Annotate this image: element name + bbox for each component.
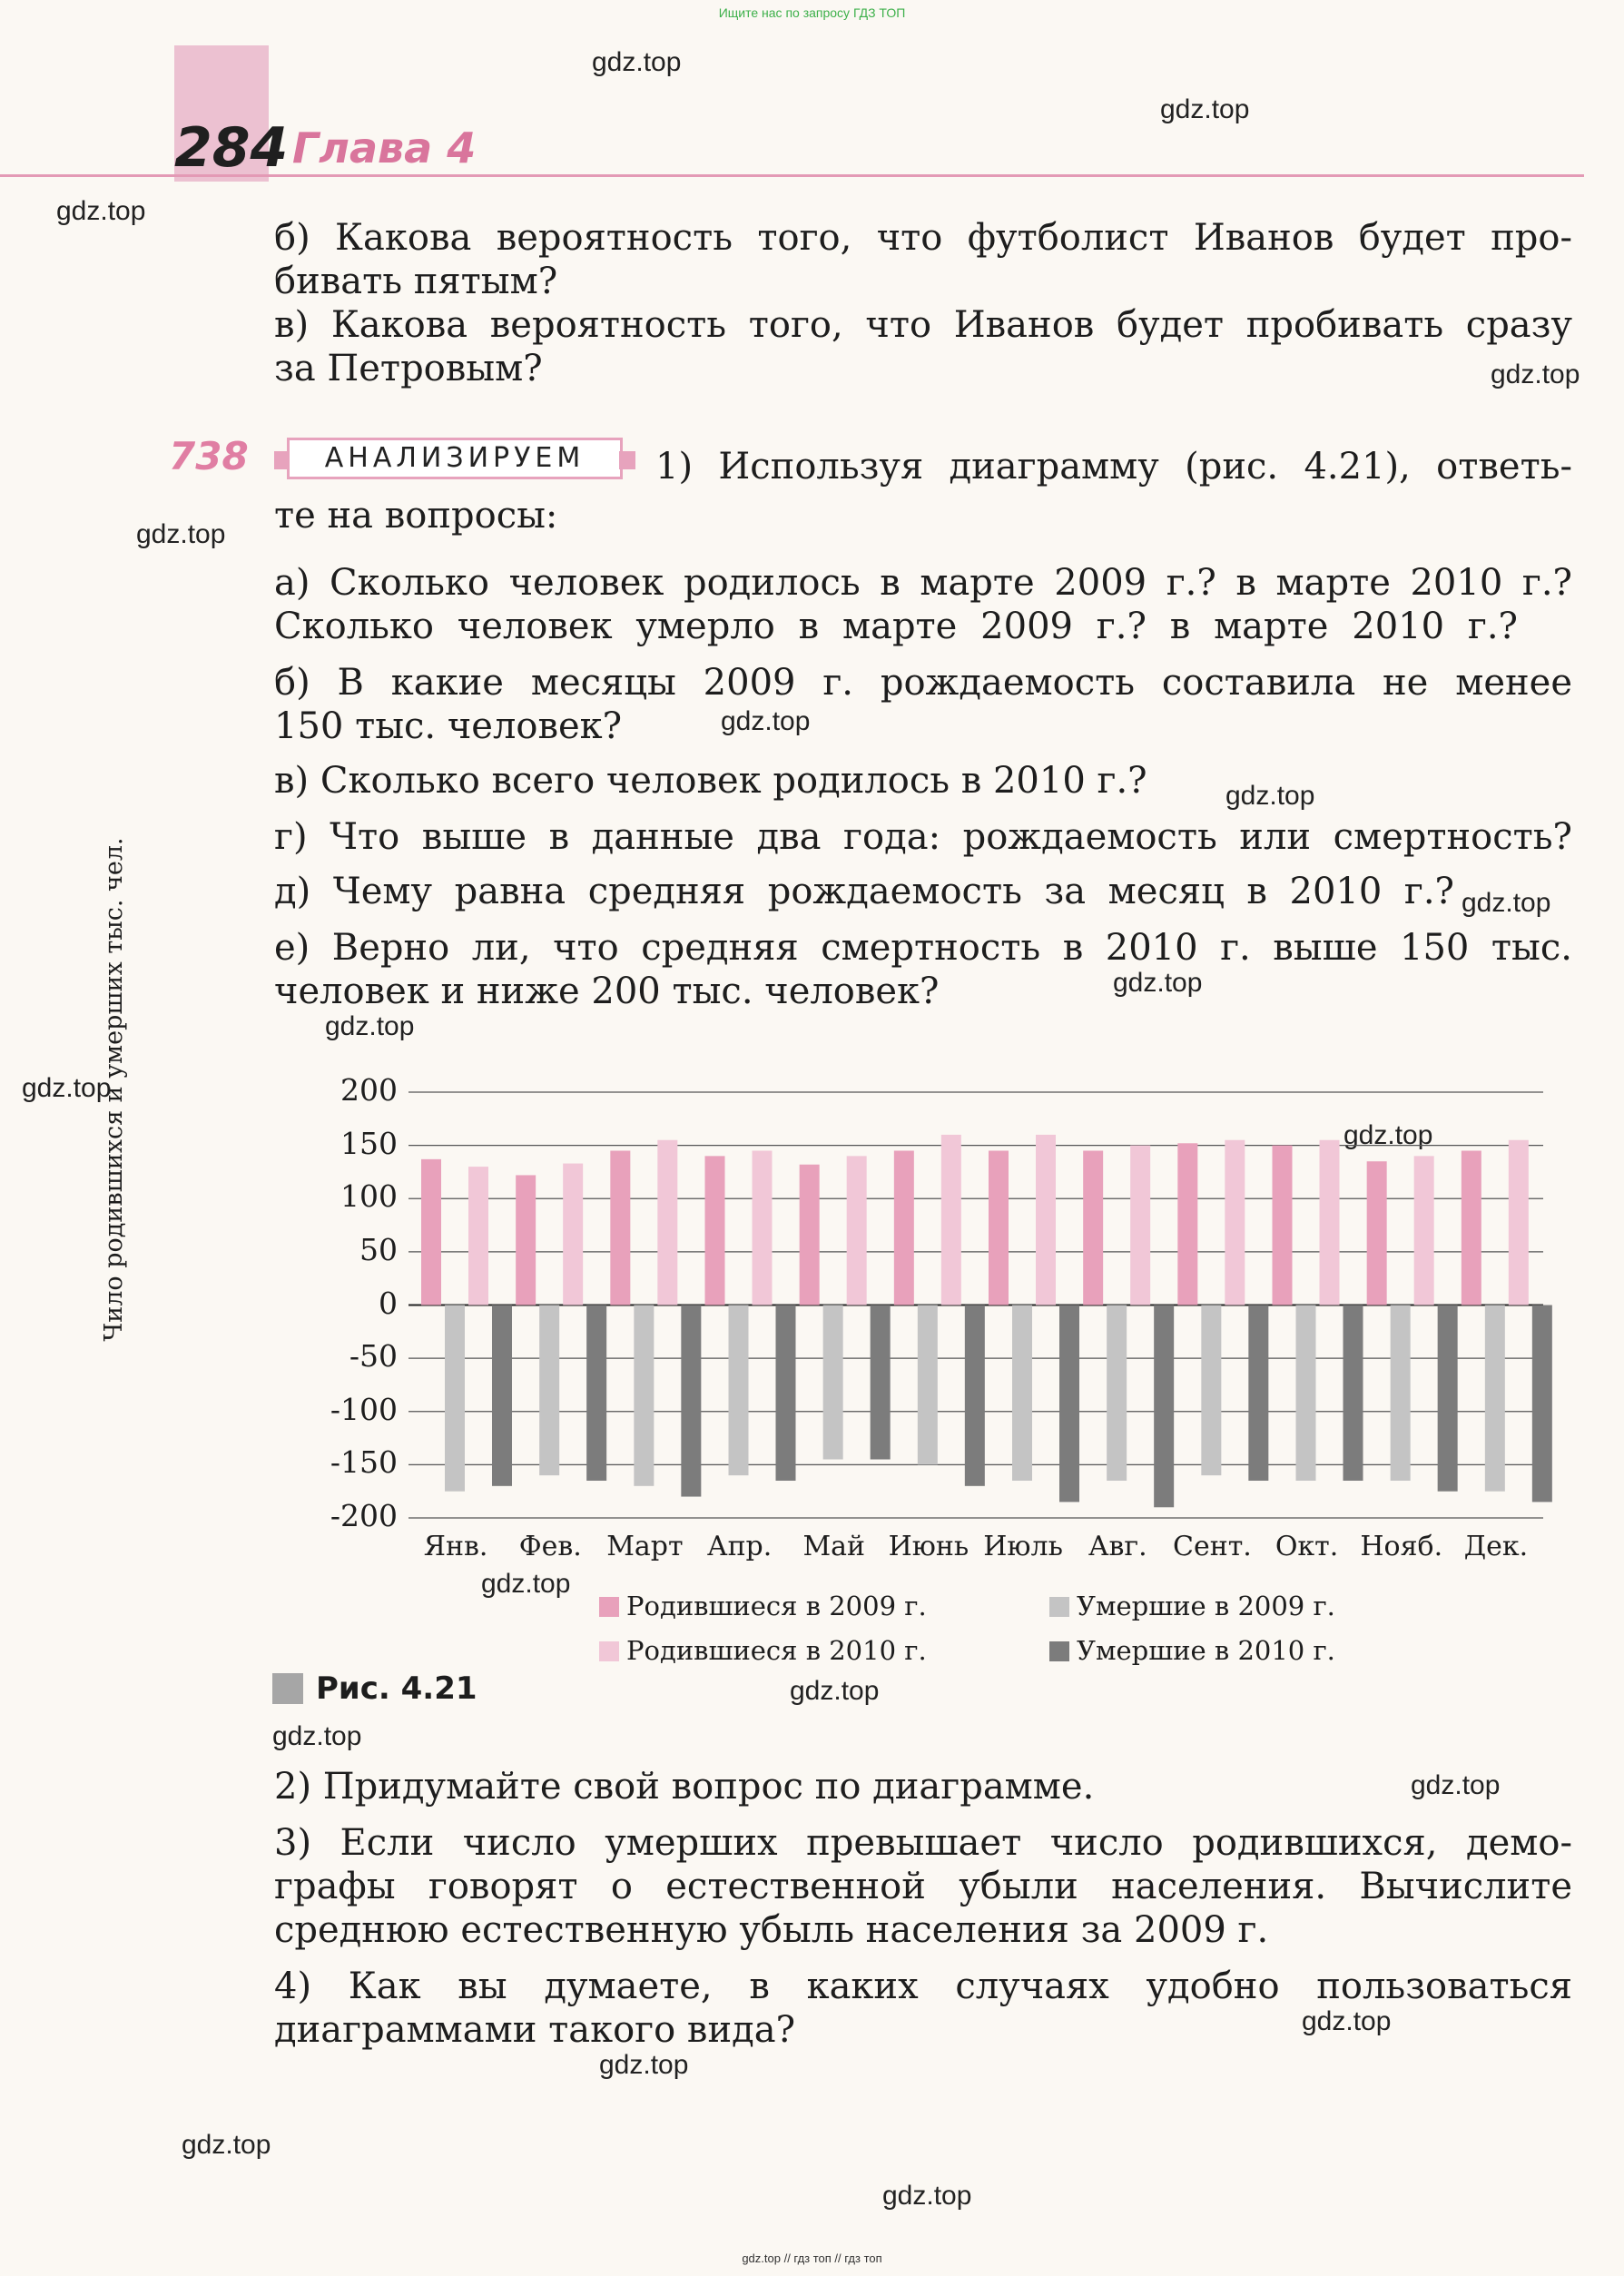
chart-bar-died-2010 [586,1305,606,1481]
chart-bar-died-2010 [681,1305,701,1497]
top-banner: Ищите нас по запросу ГДЗ ТОП [718,5,906,20]
chart-bar-died-2009 [1391,1305,1411,1481]
chart-x-tick-label: Авг. [1088,1531,1147,1562]
chart-x-tick-label: Фев. [518,1531,582,1562]
chart-bar-died-2009 [634,1305,654,1486]
chart-bar-born-2010 [1130,1146,1150,1305]
chart-bar-died-2009 [1201,1305,1221,1476]
watermark: gdz.top [1302,2006,1392,2036]
chart-y-tick-label: 50 [359,1231,398,1267]
question-1-line: 1) Используя диаграмму (рис. 4.21), ответь- [655,446,1572,488]
watermark: gdz.top [136,519,226,549]
question-line: а) Сколько человек родилось в марте 2009 г.? в марте 2010 г.? [274,562,1572,604]
chart-bar-died-2009 [1012,1305,1032,1481]
chart-x-tick-label: Май [802,1531,866,1562]
watermark: gdz.top [1160,94,1250,124]
question-line: б) В какие месяцы 2009 г. рождаемость составила не менее [274,662,1572,704]
watermark: gdz.top [1411,1770,1501,1800]
chart-bar-born-2010 [1225,1140,1245,1305]
task-line: 3) Если число умерших превышает число родившихся, демо- [274,1822,1572,1864]
watermark: gdz.top [882,2181,972,2211]
chart-x-tick-label: Сент. [1172,1531,1252,1562]
question-line: в) Сколько всего человек родилось в 2010 г.? [274,760,1147,802]
chart-x-tick-label: Янв. [423,1531,488,1562]
watermark: gdz.top [1113,968,1203,998]
watermark: gdz.top [56,196,146,226]
intro-line: б) Какова вероятность того, что футболист Иванов будет про- [274,217,1572,259]
chart-y-tick-label: -50 [349,1338,398,1374]
chart-bar-born-2010 [847,1156,867,1305]
chart-bar-died-2010 [492,1305,512,1486]
legend-label-born-2009: Родившиеся в 2009 г. [626,1591,927,1621]
legend-swatch-died-2010 [1049,1641,1069,1661]
chart-bar-born-2009 [1177,1143,1197,1305]
chart-bar-born-2009 [989,1150,1009,1305]
chart-bar-died-2010 [1154,1305,1174,1508]
chart-x-tick-label: Дек. [1463,1531,1529,1562]
chart-x-tick-label: Март [606,1531,684,1562]
chart-bar-born-2009 [1083,1150,1103,1305]
intro-line: бивать пятым? [274,261,558,302]
chart-bar-died-2009 [539,1305,559,1476]
watermark: gdz.top [1491,360,1580,389]
question-line: д) Чему равна средняя рождаемость за месяц в 2010 г.? [274,871,1454,912]
legend-swatch-born-2010 [599,1641,619,1661]
chart-y-tick-label: -150 [330,1444,398,1481]
bottom-banner: gdz.top // гдз топ // гдз топ [742,2251,882,2265]
chart-bar-born-2009 [610,1150,630,1305]
chart-bar-born-2010 [941,1135,961,1305]
chart-y-tick-label: 0 [379,1285,398,1321]
chart-bar-died-2009 [729,1305,749,1476]
question-line: е) Верно ли, что средняя смертность в 2010 г. выше 150 тыс. [274,927,1572,969]
chart-bar-born-2010 [1414,1156,1434,1305]
legend-label-died-2010: Умершие в 2010 г. [1077,1635,1335,1666]
chart-bar-born-2009 [800,1165,820,1305]
intro-line: за Петровым? [274,348,543,389]
chart-bar-born-2010 [563,1164,583,1305]
legend-swatch-born-2009 [599,1597,619,1617]
task-line: 4) Как вы думаете, в каких случаях удобно пользоваться [274,1966,1572,2007]
chart-y-tick-label: -200 [330,1498,398,1533]
chart-bar-born-2009 [421,1159,441,1305]
intro-line: в) Какова вероятность того, что Иванов будет пробивать сразу [274,304,1572,346]
question-1-line: те на вопросы: [274,495,558,537]
watermark: gdz.top [325,1011,415,1041]
task-line: диаграммами такого вида? [274,2009,796,2051]
chapter-title: Глава 4 [292,123,477,172]
chart-bar-died-2010 [965,1305,985,1486]
chart-bar-born-2010 [753,1150,773,1305]
chart-y-axis-label: Чило родившихся и умерших тыс. чел. [100,837,128,1342]
chart-bar-born-2009 [894,1150,914,1305]
chart-x-tick-label: Июнь [888,1531,969,1562]
chart-bar-died-2010 [871,1305,891,1460]
chart-y-tick-label: 100 [340,1178,398,1215]
chart-bar-born-2010 [1509,1140,1529,1305]
chart-bar-died-2010 [1438,1305,1458,1492]
chart-bar-born-2009 [1367,1161,1387,1305]
chart-bar-died-2010 [1532,1305,1552,1503]
task-line: 2) Придумайте свой вопрос по диаграмме. [274,1766,1095,1808]
chart-x-tick-label: Апр. [706,1531,773,1562]
question-line: человек и ниже 200 тыс. человек? [274,971,940,1012]
chart-bar-died-2009 [1485,1305,1505,1492]
chart-bar-died-2009 [823,1305,843,1460]
watermark: gdz.top [481,1569,571,1599]
chart-bar-died-2010 [1343,1305,1363,1481]
watermark: gdz.top [1225,781,1315,811]
figure-caption: Рис. 4.21 [316,1670,477,1707]
chart-bar-died-2010 [776,1305,796,1481]
watermark: gdz.top [1462,888,1551,918]
watermark: gdz.top [592,47,682,77]
task-line: среднюю естественную убыль населения за 2009 г. [274,1909,1269,1951]
legend-swatch-died-2009 [1049,1597,1069,1617]
task-number: 738 [169,434,249,478]
watermark: gdz.top [182,2130,271,2160]
question-line: Сколько человек умерло в марте 2009 г.? в марте 2010 г.? [274,606,1518,647]
chart-bar-born-2009 [1273,1146,1293,1305]
chart-bar-born-2009 [1462,1150,1481,1305]
chart-y-tick-label: -100 [330,1391,398,1427]
chart-bar-died-2009 [1296,1305,1316,1481]
watermark: gdz.top [721,706,811,736]
watermark: gdz.top [599,2050,689,2080]
legend-label-born-2010: Родившиеся в 2010 г. [626,1635,927,1666]
figure-marker [272,1673,303,1704]
chart-bar-born-2010 [657,1140,677,1305]
watermark: gdz.top [790,1676,880,1706]
question-line: г) Что выше в данные два года: рождаемость или смертность? [274,816,1572,858]
chart-bar-born-2010 [1320,1140,1340,1305]
legend-label-died-2009: Умершие в 2009 г. [1077,1591,1335,1621]
chart-bar-died-2009 [1107,1305,1127,1481]
chart-x-tick-label: Нояб. [1360,1531,1443,1562]
chart-x-tick-label: Окт. [1275,1531,1339,1562]
watermark: gdz.top [1343,1120,1433,1150]
page-number: 284 [174,116,289,180]
chart-bar-born-2009 [705,1156,725,1305]
question-line: 150 тыс. человек? [274,705,623,747]
chart-bar-died-2010 [1059,1305,1079,1503]
watermark: gdz.top [22,1073,112,1103]
chart-bar-died-2010 [1248,1305,1268,1481]
chart-x-tick-label: Июль [983,1531,1063,1562]
chart-y-tick-label: 150 [340,1125,398,1161]
task-tag: АНАЛИЗИРУЕМ [324,442,586,474]
task-line: графы говорят о естественной убыли населения. Вычислите [274,1866,1572,1907]
chart-bar-died-2009 [918,1305,938,1465]
watermark: gdz.top [272,1721,362,1751]
chart-bar-born-2010 [1036,1135,1056,1305]
chart-bar-born-2009 [516,1175,536,1305]
chart-bar-born-2010 [468,1167,488,1305]
chart-bar-died-2009 [445,1305,465,1492]
chart-y-tick-label: 200 [340,1072,398,1108]
